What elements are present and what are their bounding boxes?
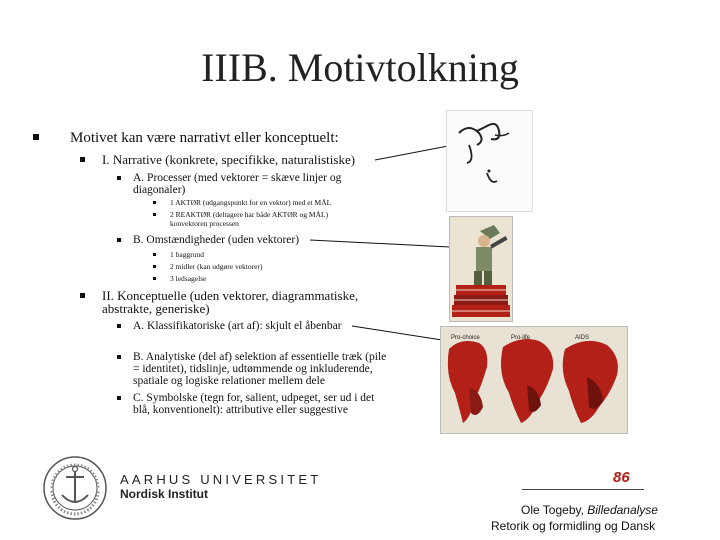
institute-name: Nordisk Institut (120, 487, 209, 501)
bullet-omstaendigheder: B. Omstændigheder (uden vektorer) (133, 234, 300, 246)
page-number: 86 (613, 469, 630, 486)
page-number-underline (522, 489, 644, 490)
bullet-baggrund: 1 baggrund (170, 250, 204, 259)
bullet-analytiske-line2: = identitet), tidslinje, udtømmende og inkluderende, (133, 363, 373, 375)
bullet-ledsagelse: 3 ledsagelse (170, 274, 207, 283)
bullet-klassifikatoriske: A. Klassifikatoriske (art af): skjult el åbenbar (133, 320, 342, 332)
author-name: Ole Togeby, (521, 503, 588, 517)
slide-title: IIIB. Motivtolkning (201, 45, 519, 90)
maps-illustration (440, 326, 628, 434)
soldier-illustration (449, 216, 513, 322)
bullet-processer-line2: diagonaler) (133, 184, 186, 196)
bullet-midler: 2 midler (kan udgøre vektorer) (170, 262, 263, 271)
map-label-right: AIDS (575, 335, 590, 341)
university-seal-icon (42, 455, 108, 521)
author-title: Billedanalyse (587, 503, 658, 517)
bullet-narrative: I. Narrative (konkrete, specifikke, naturalistiske) (102, 152, 356, 167)
sketch-image (446, 110, 533, 212)
bullet-reaktor-line1: 2 REAKTØR (deltagere har både AKTØR og MÅL) (170, 210, 329, 219)
course-name: Retorik og formidling og Dansk (491, 519, 656, 533)
bullet-reaktor-line2: konvektoren processen (170, 219, 239, 228)
map-label-center: Pro-life (511, 335, 531, 341)
bullet-analytiske-line3: spatiale og logiske relationer mellem dele (133, 375, 325, 387)
bullet-konceptuelle-line1: II. Konceptuelle (uden vektorer, diagrammatiske, (102, 288, 359, 303)
map-label-left: Pro-choice (451, 335, 480, 341)
bullet-processer-line1: A. Processer (med vektorer = skæve linjer og (133, 172, 342, 184)
university-name: AARHUS UNIVERSITET (120, 472, 322, 487)
bullet-analytiske-line1: B. Analytiske (del af) selektion af essentielle træk (pile (133, 351, 387, 363)
bullet-aktor: 1 AKTØR (udgangspunkt for en vektor) med et MÅL (170, 198, 332, 207)
bullet-symbolske-line1: C. Symbolske (tegn for, salient, udpeget, ser ud i det (133, 392, 375, 404)
bullet-motivet: Motivet kan være narrativt eller konceptuelt: (70, 130, 339, 146)
bullet-konceptuelle-line2: abstrakte, generiske) (102, 301, 210, 316)
bullet-symbolske-line2: blå, konventionelt): attributive eller suggestive (133, 404, 348, 416)
author-line (521, 504, 658, 517)
